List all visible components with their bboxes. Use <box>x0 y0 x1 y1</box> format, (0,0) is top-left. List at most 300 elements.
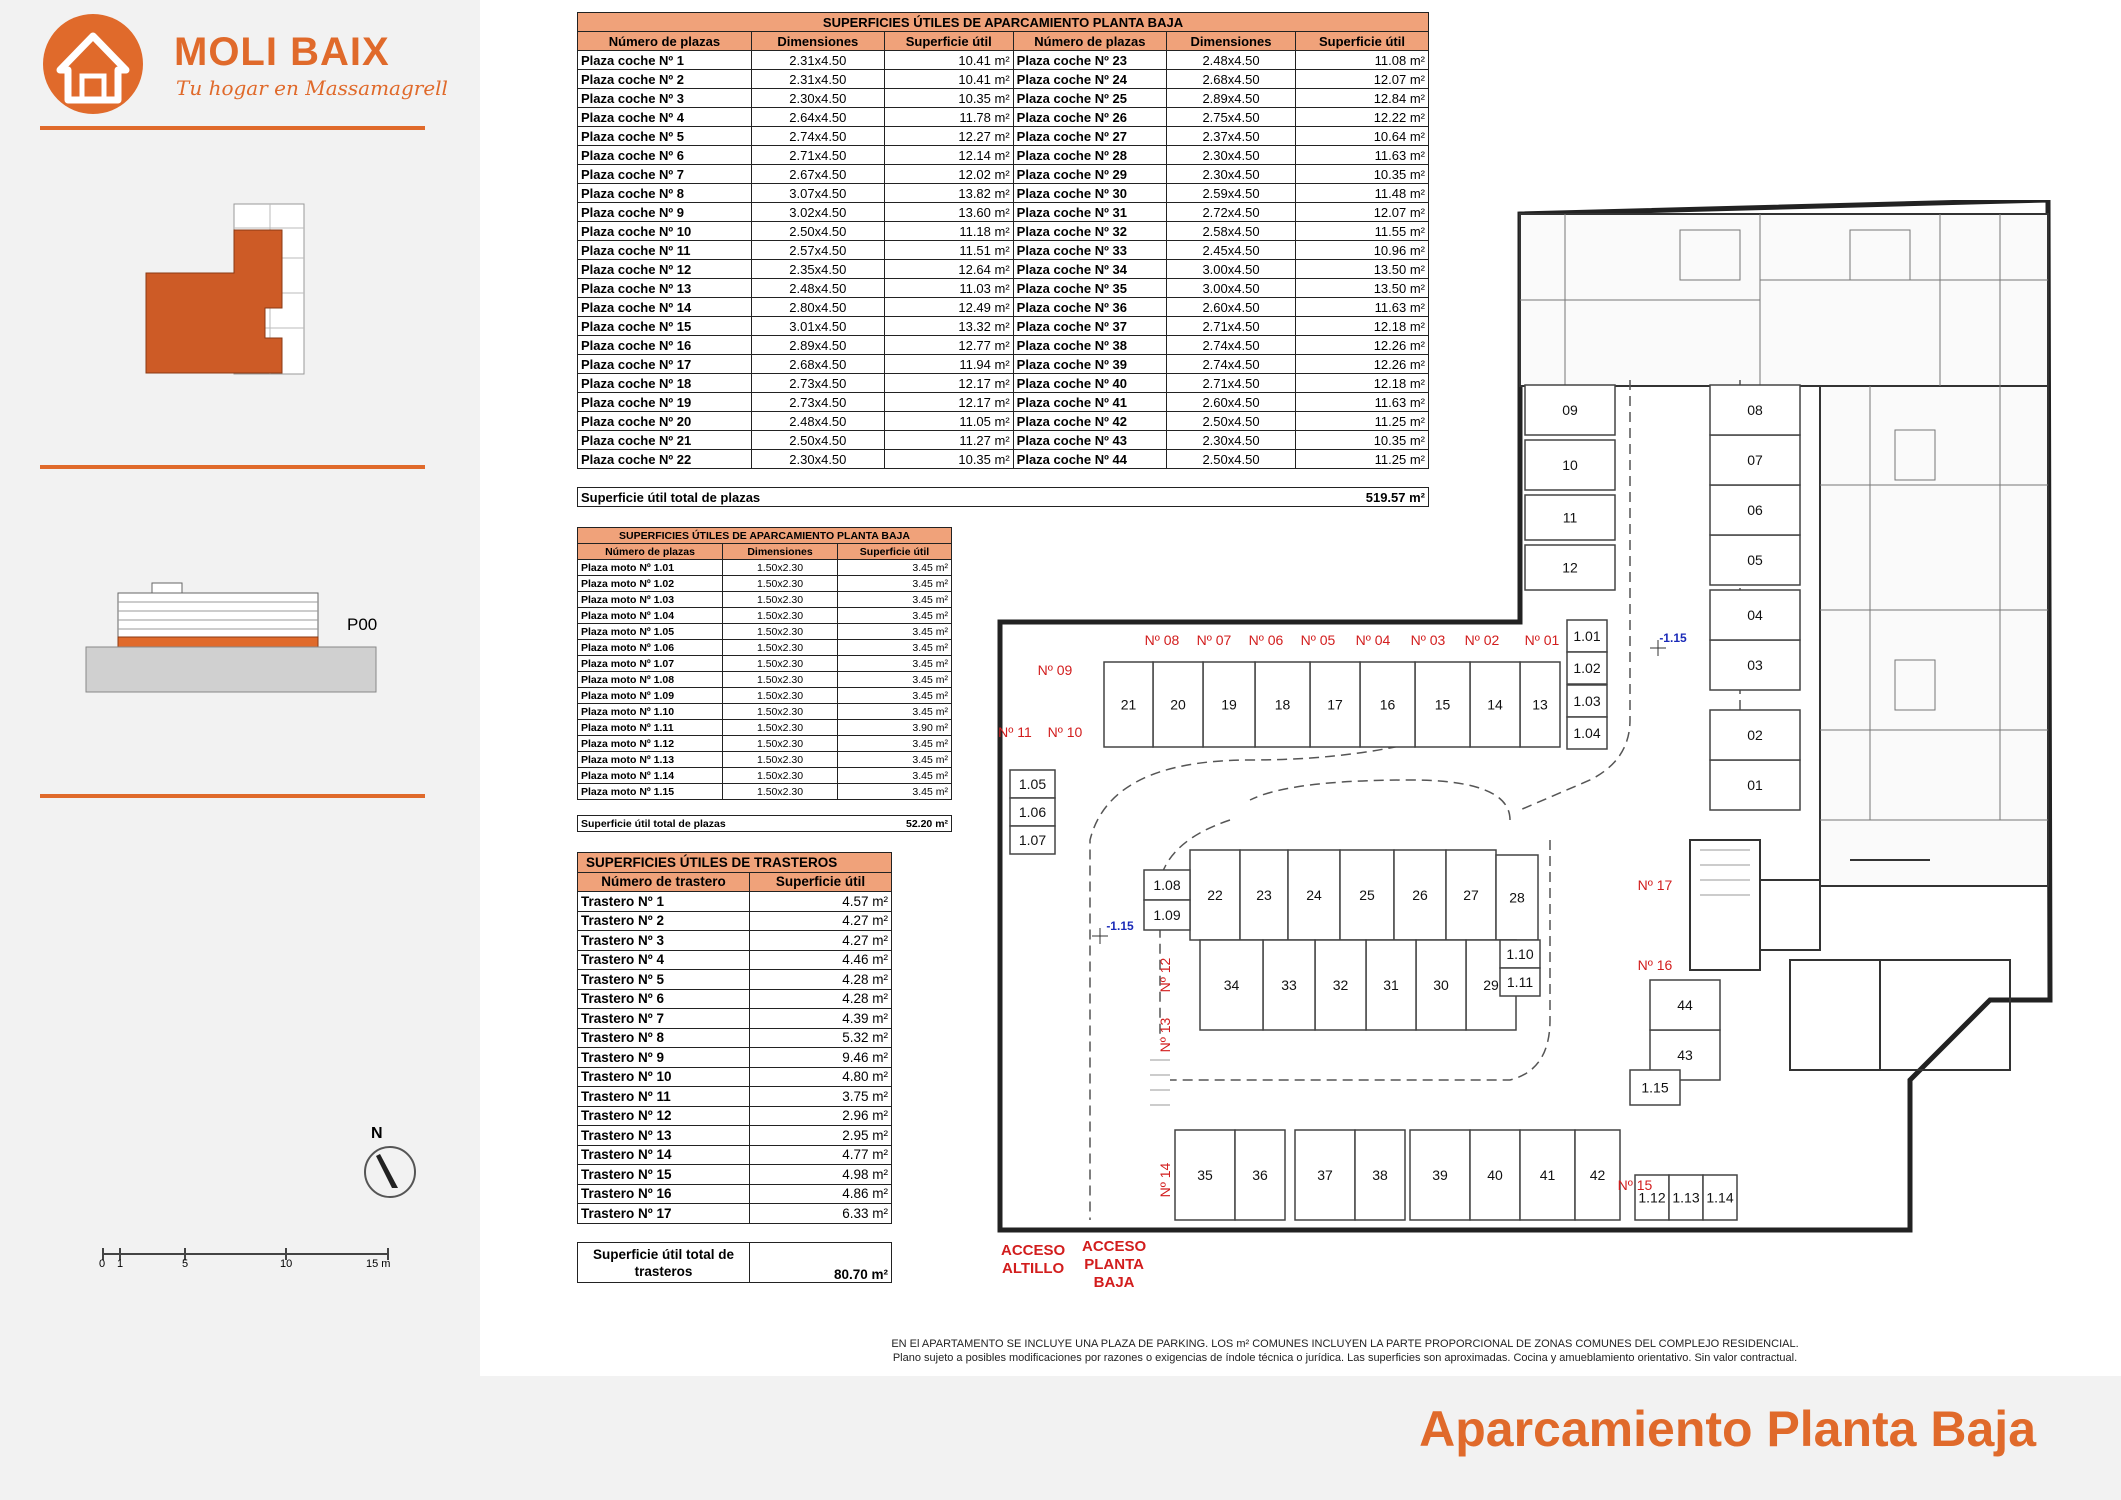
car-spot-label: 30 <box>1433 977 1449 993</box>
table-cell: Plaza coche Nº 43 <box>1013 431 1166 450</box>
level-mark: -1.15 <box>1659 631 1687 645</box>
table-cell: 13.50 m² <box>1295 279 1428 298</box>
car-spot-label: 38 <box>1372 1167 1388 1183</box>
storage-room-label: Nº 04 <box>1355 632 1391 648</box>
car-spot-label: 20 <box>1170 696 1186 713</box>
table-row <box>578 931 892 951</box>
table-cell: 9.46 m² <box>750 1048 892 1068</box>
level-mark: -1.15 <box>1106 919 1134 933</box>
moto-spot-label: 1.10 <box>1506 946 1534 962</box>
table-cell: 3.45 m² <box>838 560 952 576</box>
table-cell: 11.25 m² <box>1295 412 1428 431</box>
table-cell: 3.45 m² <box>838 672 952 688</box>
table-cell: 2.74x4.50 <box>751 127 884 146</box>
table-cell: Plaza coche Nº 36 <box>1013 298 1166 317</box>
table-cell: 2.68x4.50 <box>751 355 884 374</box>
table-cell: 11.48 m² <box>1295 184 1428 203</box>
table-row <box>578 165 1429 184</box>
car-spot <box>1104 662 1153 747</box>
table-cell: 2.73x4.50 <box>751 374 884 393</box>
car-spot-label: 37 <box>1317 1167 1333 1183</box>
car-spot-label: 15 <box>1434 696 1451 713</box>
car-spot <box>1255 662 1310 747</box>
moto-table-title: SUPERFICIES ÚTILES DE APARCAMIENTO PLANTA BAJA <box>578 528 952 544</box>
moto-spot <box>1500 940 1540 968</box>
car-spot-label: 26 <box>1412 887 1428 903</box>
car-spot <box>1394 850 1446 940</box>
table-cell: 3.45 m² <box>838 576 952 592</box>
car-spot-label: 42 <box>1589 1167 1606 1183</box>
table-row <box>578 89 1429 108</box>
table-cell: Plaza coche Nº 4 <box>578 108 752 127</box>
table-cell: 2.50x4.50 <box>1167 412 1296 431</box>
car-spot-label: 35 <box>1197 1167 1213 1183</box>
table-row <box>578 560 952 576</box>
table-cell: Plaza moto Nº 1.01 <box>578 560 723 576</box>
moto-spot-label: 1.15 <box>1641 1079 1669 1096</box>
table-cell: 2.48x4.50 <box>751 279 884 298</box>
table-cell: 2.30x4.50 <box>1167 146 1296 165</box>
table-cell: 4.27 m² <box>750 911 892 931</box>
table-cell: 11.63 m² <box>1295 146 1428 165</box>
table-row <box>578 672 952 688</box>
table-cell: 4.28 m² <box>750 970 892 990</box>
table-cell: Plaza coche Nº 20 <box>578 412 752 431</box>
moto-spot <box>1500 968 1540 996</box>
table-cell: Plaza coche Nº 31 <box>1013 203 1166 222</box>
table-cell: Plaza moto Nº 1.03 <box>578 592 723 608</box>
table-cell: Plaza moto Nº 1.05 <box>578 624 723 640</box>
table-cell: Plaza moto Nº 1.02 <box>578 576 723 592</box>
table-cell: 4.27 m² <box>750 931 892 951</box>
table-cell: 4.98 m² <box>750 1165 892 1185</box>
table-cell: 3.45 m² <box>838 736 952 752</box>
table-row <box>578 592 952 608</box>
table-cell: Plaza coche Nº 11 <box>578 241 752 260</box>
disclaimer-line-1: EN El APARTAMENTO SE INCLUYE UNA PLAZA DE PARKING. LOS m² COMUNES INCLUYEN LA PARTE PROPORCIONAL DE ZONAS COMUNES DEL COMPLEJO RESIDENCIAL. <box>891 1338 1799 1350</box>
table-cell: Plaza coche Nº 44 <box>1013 450 1166 469</box>
table-cell: 12.17 m² <box>884 393 1013 412</box>
storage-table <box>577 852 892 1283</box>
table-row <box>578 146 1429 165</box>
car-spot-label: 21 <box>1120 696 1137 713</box>
table-cell: 11.55 m² <box>1295 222 1428 241</box>
table-cell: Plaza coche Nº 9 <box>578 203 752 222</box>
table-cell: Plaza moto Nº 1.07 <box>578 656 723 672</box>
table-cell: 3.00x4.50 <box>1167 279 1296 298</box>
floor-plan <box>990 200 2090 1260</box>
table-cell: 13.82 m² <box>884 184 1013 203</box>
table-row <box>578 892 892 912</box>
table-row <box>578 704 952 720</box>
table-cell: Plaza coche Nº 24 <box>1013 70 1166 89</box>
table-cell: 2.71x4.50 <box>1167 317 1296 336</box>
table-cell: 12.77 m² <box>884 336 1013 355</box>
col-header: Superficie útil <box>884 32 1013 51</box>
car-spot <box>1525 385 1615 435</box>
table-cell: 11.51 m² <box>884 241 1013 260</box>
car-spot-label: 36 <box>1252 1167 1268 1183</box>
moto-spot-label: 1.04 <box>1573 725 1601 741</box>
table-row <box>578 784 952 800</box>
table-cell: Plaza coche Nº 3 <box>578 89 752 108</box>
car-spot-label: 03 <box>1747 657 1763 673</box>
moto-spot-label: 1.06 <box>1018 804 1047 820</box>
table-cell: Plaza coche Nº 21 <box>578 431 752 450</box>
table-cell: 1.50x2.30 <box>723 752 838 768</box>
table-cell: Plaza coche Nº 35 <box>1013 279 1166 298</box>
table-cell: Trastero Nº 13 <box>578 1126 750 1146</box>
table-row <box>578 1009 892 1029</box>
car-spot <box>1190 850 1240 940</box>
table-cell: Plaza coche Nº 8 <box>578 184 752 203</box>
table-cell: 4.57 m² <box>750 892 892 912</box>
table-cell: Plaza coche Nº 23 <box>1013 51 1166 70</box>
table-cell: 3.45 m² <box>838 752 952 768</box>
scale-label-1: 1 <box>117 1258 124 1270</box>
table-cell: Plaza coche Nº 40 <box>1013 374 1166 393</box>
storage-room-label: Nº 13 <box>1157 1017 1173 1053</box>
table-cell: 12.27 m² <box>884 127 1013 146</box>
table-cell: 2.48x4.50 <box>1167 51 1296 70</box>
table-cell: Plaza moto Nº 1.15 <box>578 784 723 800</box>
table-row <box>578 1028 892 1048</box>
table-cell: 2.72x4.50 <box>1167 203 1296 222</box>
table-cell: 10.41 m² <box>884 51 1013 70</box>
table-cell: 2.74x4.50 <box>1167 355 1296 374</box>
table-cell: 2.50x4.50 <box>751 431 884 450</box>
car-spot-label: 17 <box>1327 696 1343 713</box>
table-cell: 13.50 m² <box>1295 260 1428 279</box>
table-cell: Plaza coche Nº 33 <box>1013 241 1166 260</box>
col-header: Número de plazas <box>1013 32 1166 51</box>
table-cell: Plaza moto Nº 1.14 <box>578 768 723 784</box>
table-cell: Plaza moto Nº 1.11 <box>578 720 723 736</box>
table-cell: 10.41 m² <box>884 70 1013 89</box>
car-spot-label: 16 <box>1379 696 1396 713</box>
storage-room-label: Nº 10 <box>1047 724 1083 740</box>
table-cell: 12.17 m² <box>884 374 1013 393</box>
table-row <box>578 970 892 990</box>
col-header: Dimensiones <box>751 32 884 51</box>
table-cell: 2.30x4.50 <box>751 89 884 108</box>
table-cell: 12.07 m² <box>1295 203 1428 222</box>
table-cell: 2.73x4.50 <box>751 393 884 412</box>
table-cell: Plaza coche Nº 39 <box>1013 355 1166 374</box>
scale-label-5: 5 <box>182 1258 189 1270</box>
table-cell: 4.46 m² <box>750 950 892 970</box>
car-spot-label: 43 <box>1677 1047 1693 1063</box>
page-title: Aparcamiento Planta Baja <box>1419 1401 2036 1457</box>
storage-room-label: Nº 09 <box>1037 662 1073 678</box>
car-spot <box>1710 640 1800 690</box>
table-cell: 2.57x4.50 <box>751 241 884 260</box>
table-row <box>578 108 1429 127</box>
table-cell: Plaza moto Nº 1.06 <box>578 640 723 656</box>
table-cell: 2.37x4.50 <box>1167 127 1296 146</box>
table-row <box>578 1184 892 1204</box>
storage-room-label: Nº 11 <box>998 724 1032 740</box>
table-cell: 1.50x2.30 <box>723 608 838 624</box>
table-cell: 3.45 m² <box>838 656 952 672</box>
table-cell: Plaza coche Nº 29 <box>1013 165 1166 184</box>
table-cell: Plaza coche Nº 12 <box>578 260 752 279</box>
table-cell: 11.08 m² <box>1295 51 1428 70</box>
car-spot <box>1175 1130 1235 1220</box>
car-spot-label: 18 <box>1274 696 1291 713</box>
moto-spot <box>1567 620 1607 652</box>
car-spot <box>1710 590 1800 640</box>
col-header: Dimensiones <box>1167 32 1296 51</box>
car-spot <box>1340 850 1394 940</box>
storage-room-label: Nº 07 <box>1196 632 1232 648</box>
table-row <box>578 1087 892 1107</box>
car-spot-label: 41 <box>1539 1167 1556 1183</box>
table-cell: 11.05 m² <box>884 412 1013 431</box>
moto-spot-label: 1.01 <box>1573 628 1601 644</box>
table-cell: 12.02 m² <box>884 165 1013 184</box>
moto-spot <box>1567 717 1607 749</box>
table-cell: 4.28 m² <box>750 989 892 1009</box>
table-cell: Plaza moto Nº 1.09 <box>578 688 723 704</box>
table-cell: 1.50x2.30 <box>723 720 838 736</box>
access-ground-line: ACCESO <box>1082 1238 1147 1255</box>
access-attic-line: ALTILLO <box>1001 1260 1065 1277</box>
col-header: Superficie útil <box>1295 32 1428 51</box>
table-cell: Trastero Nº 1 <box>578 892 750 912</box>
table-cell: 3.45 m² <box>838 768 952 784</box>
table-cell: 11.25 m² <box>1295 450 1428 469</box>
col-header: Superficie útil <box>838 544 952 560</box>
table-cell: 10.96 m² <box>1295 241 1428 260</box>
moto-spot <box>1703 1175 1737 1220</box>
table-cell: Trastero Nº 10 <box>578 1067 750 1087</box>
table-cell: Trastero Nº 16 <box>578 1184 750 1204</box>
table-cell: Plaza coche Nº 34 <box>1013 260 1166 279</box>
table-cell: Plaza moto Nº 1.04 <box>578 608 723 624</box>
table-cell: Plaza moto Nº 1.10 <box>578 704 723 720</box>
car-spot <box>1200 940 1263 1030</box>
storage-room-label: Nº 15 <box>1617 1177 1653 1193</box>
table-cell: Plaza coche Nº 32 <box>1013 222 1166 241</box>
car-spot-label: 31 <box>1383 977 1399 993</box>
table-cell: 12.26 m² <box>1295 336 1428 355</box>
brand-tagline: Tu hogar en Massamagrell <box>176 76 448 100</box>
moto-spot-label: 1.03 <box>1573 693 1601 709</box>
compass-icon <box>362 1144 418 1200</box>
moto-spot-label: 1.12 <box>1638 1189 1666 1206</box>
car-spot <box>1235 1130 1285 1220</box>
house-logo-icon <box>38 12 148 116</box>
storage-room-label: Nº 14 <box>1157 1162 1173 1198</box>
moto-spot-label: 1.05 <box>1018 776 1047 792</box>
table-cell: 2.80x4.50 <box>751 298 884 317</box>
table-cell: Plaza coche Nº 14 <box>578 298 752 317</box>
car-spot <box>1263 940 1315 1030</box>
car-spot <box>1525 440 1615 490</box>
table-cell: Plaza coche Nº 25 <box>1013 89 1166 108</box>
table-cell: 2.60x4.50 <box>1167 393 1296 412</box>
table-cell: Plaza coche Nº 41 <box>1013 393 1166 412</box>
table-cell: 13.60 m² <box>884 203 1013 222</box>
car-spot-label: 22 <box>1207 887 1223 903</box>
car-total-value: 519.57 m² <box>1013 488 1428 507</box>
table-cell: 2.31x4.50 <box>751 70 884 89</box>
table-cell: 2.30x4.50 <box>1167 431 1296 450</box>
table-cell: 4.80 m² <box>750 1067 892 1087</box>
car-spot <box>1575 1130 1620 1220</box>
table-cell: Plaza coche Nº 2 <box>578 70 752 89</box>
table-cell: 2.89x4.50 <box>1167 89 1296 108</box>
storage-room-label: Nº 06 <box>1248 632 1284 648</box>
table-cell: 3.45 m² <box>838 624 952 640</box>
table-cell: 5.32 m² <box>750 1028 892 1048</box>
car-spot <box>1240 850 1288 940</box>
table-row <box>578 1145 892 1165</box>
car-spot <box>1295 1130 1355 1220</box>
table-cell: 6.33 m² <box>750 1204 892 1224</box>
storage-table-title: SUPERFICIES ÚTILES DE TRASTEROS <box>578 853 892 873</box>
table-cell: 2.64x4.50 <box>751 108 884 127</box>
table-cell: Trastero Nº 5 <box>578 970 750 990</box>
car-spot <box>1415 662 1470 747</box>
moto-spot <box>1567 685 1607 717</box>
car-spot <box>1203 662 1255 747</box>
car-spot-label: 25 <box>1359 887 1375 903</box>
table-row <box>578 752 952 768</box>
table-cell: 10.35 m² <box>1295 431 1428 450</box>
table-cell: 2.67x4.50 <box>751 165 884 184</box>
table-row <box>578 1204 892 1224</box>
table-cell: 3.00x4.50 <box>1167 260 1296 279</box>
table-cell: 1.50x2.30 <box>723 624 838 640</box>
table-row <box>578 127 1429 146</box>
table-cell: 12.18 m² <box>1295 374 1428 393</box>
car-spot-label: 09 <box>1562 402 1578 418</box>
scale-label-0: 0 <box>99 1258 106 1270</box>
car-table-title: SUPERFICIES ÚTILES DE APARCAMIENTO PLANTA BAJA <box>578 13 1429 32</box>
sidebar-divider <box>40 794 425 798</box>
table-cell: Plaza moto Nº 1.08 <box>578 672 723 688</box>
storage-total-label-line2: trasteros <box>634 1263 693 1279</box>
table-cell: 1.50x2.30 <box>723 560 838 576</box>
table-row <box>578 1048 892 1068</box>
disclaimer-line-2: Plano sujeto a posibles modificaciones por razones o exigencias de índole técnica o jurídica. Las superficies son aproximadas. Cocina y amueblamiento orientativo. Sin valor contractual. <box>892 1352 1798 1364</box>
table-cell: 2.74x4.50 <box>1167 336 1296 355</box>
car-spot <box>1650 980 1720 1030</box>
table-cell: Plaza coche Nº 16 <box>578 336 752 355</box>
compass-letter: N <box>371 1125 383 1142</box>
car-spot-label: 40 <box>1487 1167 1503 1183</box>
table-cell: 10.64 m² <box>1295 127 1428 146</box>
car-spot <box>1416 940 1466 1030</box>
car-spot <box>1360 662 1415 747</box>
table-cell: 1.50x2.30 <box>723 672 838 688</box>
col-header: Número de plazas <box>578 544 723 560</box>
car-spot-label: 24 <box>1306 887 1322 903</box>
storage-room-label: Nº 12 <box>1157 957 1173 993</box>
col-header: Número de trastero <box>578 872 750 892</box>
moto-spot <box>1010 798 1055 826</box>
moto-spot <box>1010 770 1055 798</box>
car-spot-label: 44 <box>1677 997 1693 1013</box>
table-cell: Plaza coche Nº 1 <box>578 51 752 70</box>
table-cell: 12.18 m² <box>1295 317 1428 336</box>
table-row <box>578 768 952 784</box>
storage-total-label <box>578 1243 750 1283</box>
table-row <box>578 950 892 970</box>
table-cell: 3.01x4.50 <box>751 317 884 336</box>
access-ground-line: BAJA <box>1093 1274 1135 1291</box>
table-cell: 1.50x2.30 <box>723 736 838 752</box>
table-cell: 2.71x4.50 <box>1167 374 1296 393</box>
col-header: Número de plazas <box>578 32 752 51</box>
table-cell: Plaza coche Nº 7 <box>578 165 752 184</box>
table-cell: Plaza moto Nº 1.12 <box>578 736 723 752</box>
table-cell: Plaza coche Nº 37 <box>1013 317 1166 336</box>
table-cell: 3.75 m² <box>750 1087 892 1107</box>
table-cell: Plaza coche Nº 19 <box>578 393 752 412</box>
moto-spot-label: 1.13 <box>1672 1189 1700 1206</box>
table-cell: 1.50x2.30 <box>723 768 838 784</box>
table-cell: 12.49 m² <box>884 298 1013 317</box>
scale-label-10: 10 <box>280 1258 293 1270</box>
moto-parking-table <box>577 527 952 832</box>
brand-name: MOLI BAIX <box>174 30 390 74</box>
car-spots-layer <box>1104 385 1800 1220</box>
table-cell: 3.90 m² <box>838 720 952 736</box>
table-cell: 2.30x4.50 <box>751 450 884 469</box>
car-spot-label: 34 <box>1223 977 1240 993</box>
table-cell: Plaza coche Nº 5 <box>578 127 752 146</box>
table-cell: 10.35 m² <box>884 450 1013 469</box>
moto-table-body <box>578 560 952 800</box>
table-cell: 1.50x2.30 <box>723 576 838 592</box>
elevation-diagram <box>84 580 384 695</box>
car-spot <box>1366 940 1416 1030</box>
table-cell: 1.50x2.30 <box>723 640 838 656</box>
storage-room-label: Nº 17 <box>1637 877 1673 893</box>
table-cell: 2.58x4.50 <box>1167 222 1296 241</box>
table-row <box>578 720 952 736</box>
moto-spot <box>1669 1175 1703 1220</box>
moto-spot <box>1144 900 1190 930</box>
table-cell: 3.02x4.50 <box>751 203 884 222</box>
car-spot <box>1288 850 1340 940</box>
table-cell: Plaza coche Nº 42 <box>1013 412 1166 431</box>
car-spot <box>1710 760 1800 810</box>
table-cell: 11.63 m² <box>1295 393 1428 412</box>
car-spot <box>1520 1130 1575 1220</box>
table-cell: 1.50x2.30 <box>723 704 838 720</box>
table-cell: Plaza coche Nº 17 <box>578 355 752 374</box>
table-cell: 12.14 m² <box>884 146 1013 165</box>
table-cell: Plaza coche Nº 22 <box>578 450 752 469</box>
moto-spot-label: 1.02 <box>1573 660 1601 676</box>
car-spot-label: 27 <box>1463 887 1479 903</box>
car-spot-label: 07 <box>1747 452 1763 468</box>
table-cell: 3.07x4.50 <box>751 184 884 203</box>
car-spot <box>1710 435 1800 485</box>
table-cell: 2.60x4.50 <box>1167 298 1296 317</box>
scale-bar <box>98 1246 398 1286</box>
table-cell: Plaza coche Nº 6 <box>578 146 752 165</box>
table-cell: 11.27 m² <box>884 431 1013 450</box>
table-cell: 11.94 m² <box>884 355 1013 374</box>
table-cell: Trastero Nº 2 <box>578 911 750 931</box>
car-spot-label: 29 <box>1483 977 1499 993</box>
table-cell: Trastero Nº 14 <box>578 1145 750 1165</box>
